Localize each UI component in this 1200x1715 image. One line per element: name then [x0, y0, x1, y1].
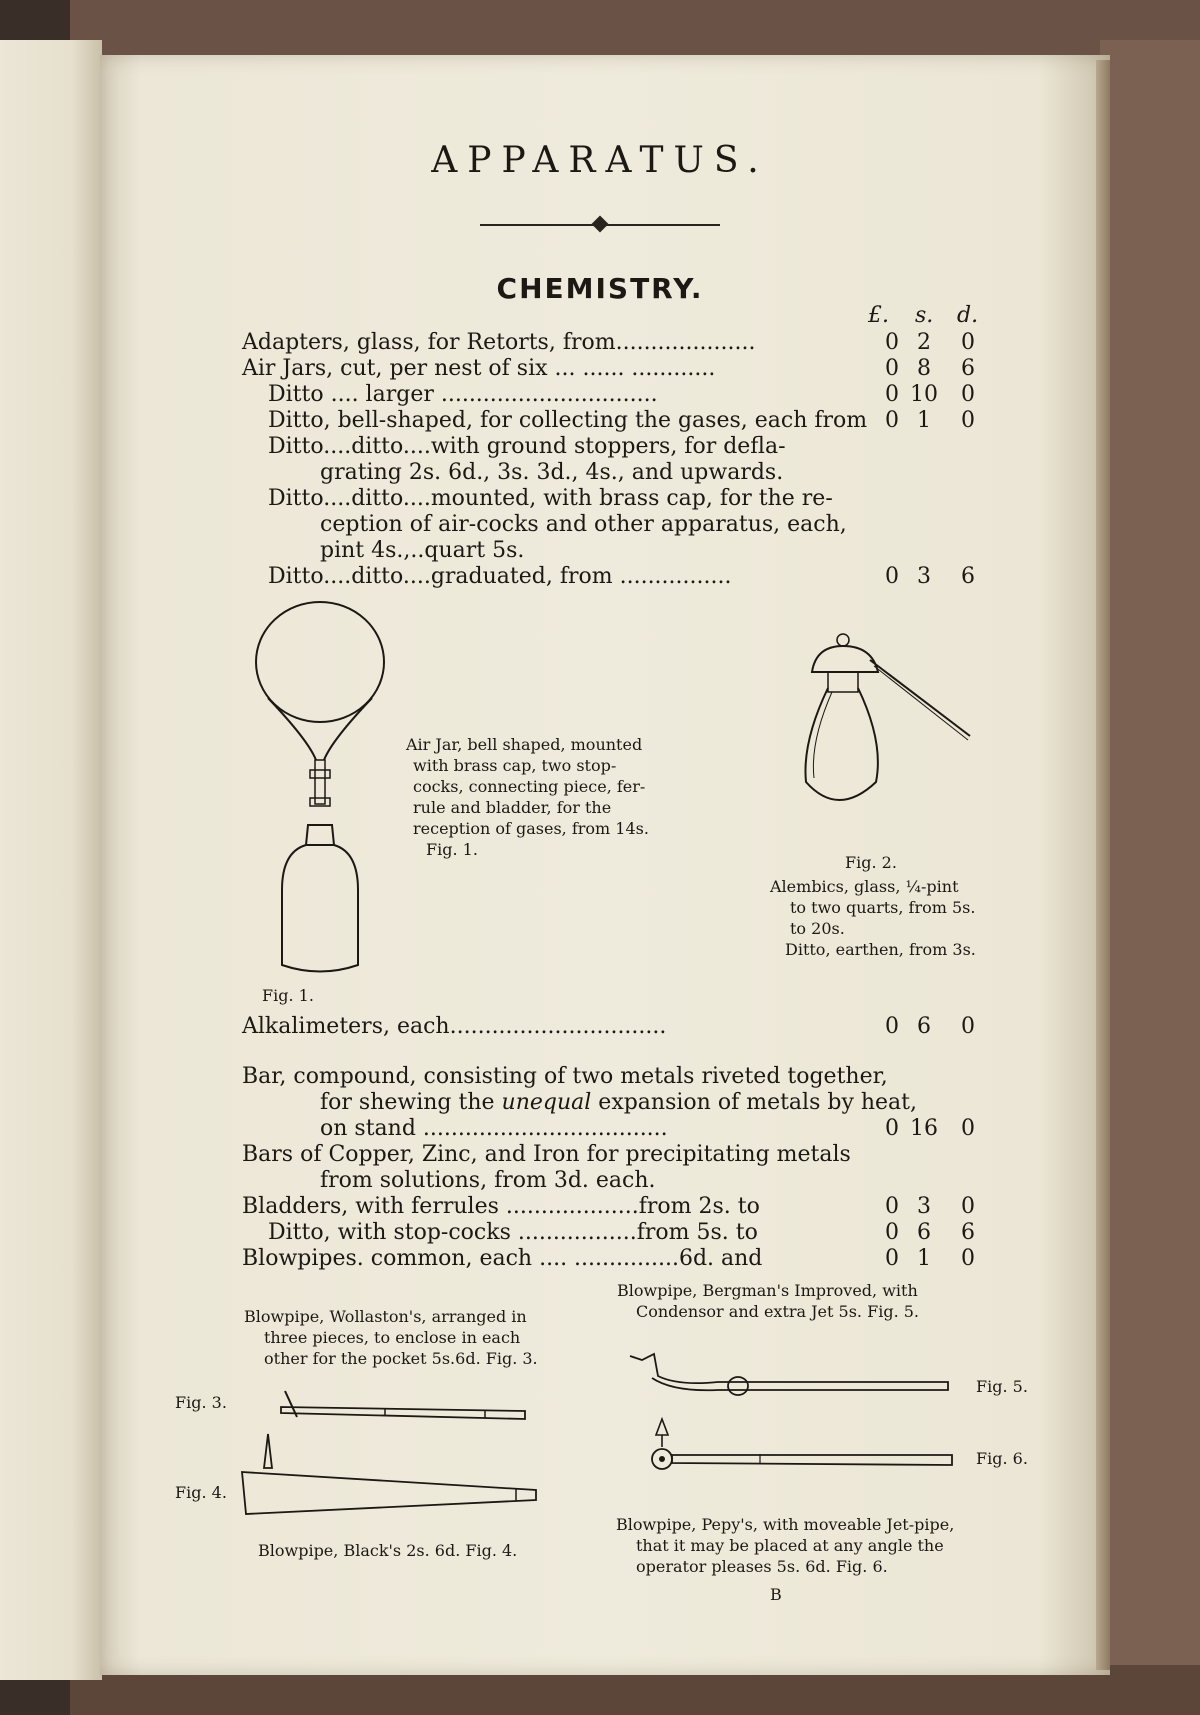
wollaston-caption-line2: three pieces, to enclose in each — [264, 1328, 521, 1347]
fig1-caption-line6: Fig. 1. — [426, 840, 478, 859]
entry-ditto-mounted: Ditto....ditto....mounted, with brass cap, for the re- — [268, 486, 833, 511]
entry-bar-compound: Bar, compound, consisting of two metals riveted together, — [242, 1064, 888, 1089]
book-cover-right — [1100, 40, 1200, 1715]
entry-ditto-mounted-cont: ception of air-cocks and other apparatus, each, — [320, 512, 847, 537]
fig1-caption-line4: rule and bladder, for the — [413, 798, 612, 817]
fig1-label: Fig. 1. — [262, 986, 314, 1005]
entry-ditto-stopcocks: Ditto, with stop-cocks .................from 5s. to — [268, 1220, 758, 1245]
fig6-label: Fig. 6. — [976, 1449, 1028, 1468]
price-shillings: 6 — [917, 1220, 931, 1245]
fig1-caption-line1: Air Jar, bell shaped, mounted — [406, 735, 643, 754]
alembics-caption-line4: Ditto, earthen, from 3s. — [785, 940, 976, 959]
price-pence: 0 — [961, 330, 975, 355]
col-pounds-header: £. — [868, 303, 889, 328]
price-pounds: 0 — [885, 1246, 899, 1271]
fig1-caption-line2: with brass cap, two stop- — [413, 756, 617, 775]
price-pounds: 0 — [885, 356, 899, 381]
fig1-caption-line5: reception of gases, from 14s. — [413, 819, 649, 838]
price-pounds: 0 — [885, 408, 899, 433]
fig4-label: Fig. 4. — [175, 1483, 227, 1502]
entry-adapters: Adapters, glass, for Retorts, from.................... — [242, 330, 756, 355]
price-pounds: 0 — [885, 1014, 899, 1039]
emphasis-unequal: unequal — [501, 1090, 592, 1115]
bergman-caption-line1: Blowpipe, Bergman's Improved, with — [617, 1281, 918, 1300]
price-pence: 0 — [961, 1014, 975, 1039]
text-part: for shewing the — [320, 1090, 495, 1115]
price-pounds: 0 — [885, 1220, 899, 1245]
fig2-label: Fig. 2. — [845, 853, 897, 872]
price-pence: 0 — [961, 1194, 975, 1219]
bergman-blowpipe-illustration — [628, 1346, 978, 1396]
entry-bar-compound-cont — [320, 1090, 917, 1116]
black-caption: Blowpipe, Black's 2s. 6d. Fig. 4. — [258, 1541, 518, 1560]
entry-bars-copper-cont: from solutions, from 3d. each. — [320, 1168, 656, 1193]
book-cover-top — [70, 0, 1200, 60]
text-part: expansion of metals by heat, — [598, 1090, 918, 1115]
price-pence: 0 — [961, 1246, 975, 1271]
signature-mark: B — [770, 1585, 782, 1604]
price-pounds: 0 — [885, 382, 899, 407]
price-pence: 0 — [961, 408, 975, 433]
alembics-caption-line3: to 20s. — [790, 919, 845, 938]
col-pence-header: d. — [957, 303, 979, 328]
entry-alkalimeters: Alkalimeters, each............................... — [242, 1014, 667, 1039]
section-heading: CHEMISTRY. — [496, 272, 704, 305]
page-title: APPARATUS. — [431, 140, 769, 181]
alembics-caption-line1: Alembics, glass, ¼-pint — [770, 877, 959, 896]
entry-bar-stand: on stand ................................... — [320, 1116, 668, 1141]
fig5-label: Fig. 5. — [976, 1377, 1028, 1396]
wollaston-blowpipe-illustration — [275, 1385, 535, 1425]
entry-ditto-mounted-cont2: pint 4s.,..quart 5s. — [320, 538, 525, 563]
entry-bladders: Bladders, with ferrules ...................from 2s. to — [242, 1194, 760, 1219]
wollaston-caption-line3: other for the pocket 5s.6d. Fig. 3. — [264, 1349, 538, 1368]
alembic-illustration — [798, 632, 978, 822]
air-jar-illustration — [248, 600, 398, 980]
price-pounds: 0 — [885, 564, 899, 589]
price-shillings: 2 — [917, 330, 931, 355]
price-shillings: 8 — [917, 356, 931, 381]
price-pounds: 0 — [885, 330, 899, 355]
price-pence: 0 — [961, 1116, 975, 1141]
price-pence: 6 — [961, 1220, 975, 1245]
price-shillings: 1 — [917, 408, 931, 433]
fig1-caption-line3: cocks, connecting piece, fer- — [413, 777, 646, 796]
entry-ditto-graduated: Ditto....ditto....graduated, from ................ — [268, 564, 732, 589]
alembics-caption-line2: to two quarts, from 5s. — [790, 898, 976, 917]
bergman-caption-line2: Condensor and extra Jet 5s. Fig. 5. — [636, 1302, 919, 1321]
pepys-blowpipe-illustration — [640, 1415, 960, 1475]
pepys-caption-line1: Blowpipe, Pepy's, with moveable Jet-pipe, — [616, 1515, 955, 1534]
entry-ditto-ground: Ditto....ditto....with ground stoppers, for defla- — [268, 434, 786, 459]
fig3-label: Fig. 3. — [175, 1393, 227, 1412]
entry-blowpipes: Blowpipes. common, each .... ...............6d. and — [242, 1246, 763, 1271]
page-edge — [1096, 60, 1110, 1670]
pepys-caption-line2: that it may be placed at any angle the — [636, 1536, 944, 1555]
price-shillings: 3 — [917, 1194, 931, 1219]
entry-ditto-larger: Ditto .... larger ............................... — [268, 382, 658, 407]
left-page — [0, 40, 102, 1680]
entry-ditto-bell: Ditto, bell-shaped, for collecting the gases, each from — [268, 408, 868, 433]
price-pence: 6 — [961, 356, 975, 381]
price-pounds: 0 — [885, 1116, 899, 1141]
price-shillings: 16 — [910, 1116, 938, 1141]
price-shillings: 1 — [917, 1246, 931, 1271]
col-shillings-header: s. — [915, 303, 934, 328]
price-pounds: 0 — [885, 1194, 899, 1219]
black-blowpipe-illustration — [236, 1428, 546, 1518]
price-pence: 6 — [961, 564, 975, 589]
wollaston-caption-line1: Blowpipe, Wollaston's, arranged in — [244, 1307, 527, 1326]
price-shillings: 6 — [917, 1014, 931, 1039]
entry-bars-copper: Bars of Copper, Zinc, and Iron for precipitating metals — [242, 1142, 851, 1167]
entry-air-jars: Air Jars, cut, per nest of six ... ...... ............ — [242, 356, 716, 381]
entry-ditto-ground-cont: grating 2s. 6d., 3s. 3d., 4s., and upwards. — [320, 460, 784, 485]
price-pence: 0 — [961, 382, 975, 407]
pepys-caption-line3: operator pleases 5s. 6d. Fig. 6. — [636, 1557, 888, 1576]
price-shillings: 3 — [917, 564, 931, 589]
price-shillings: 10 — [910, 382, 938, 407]
